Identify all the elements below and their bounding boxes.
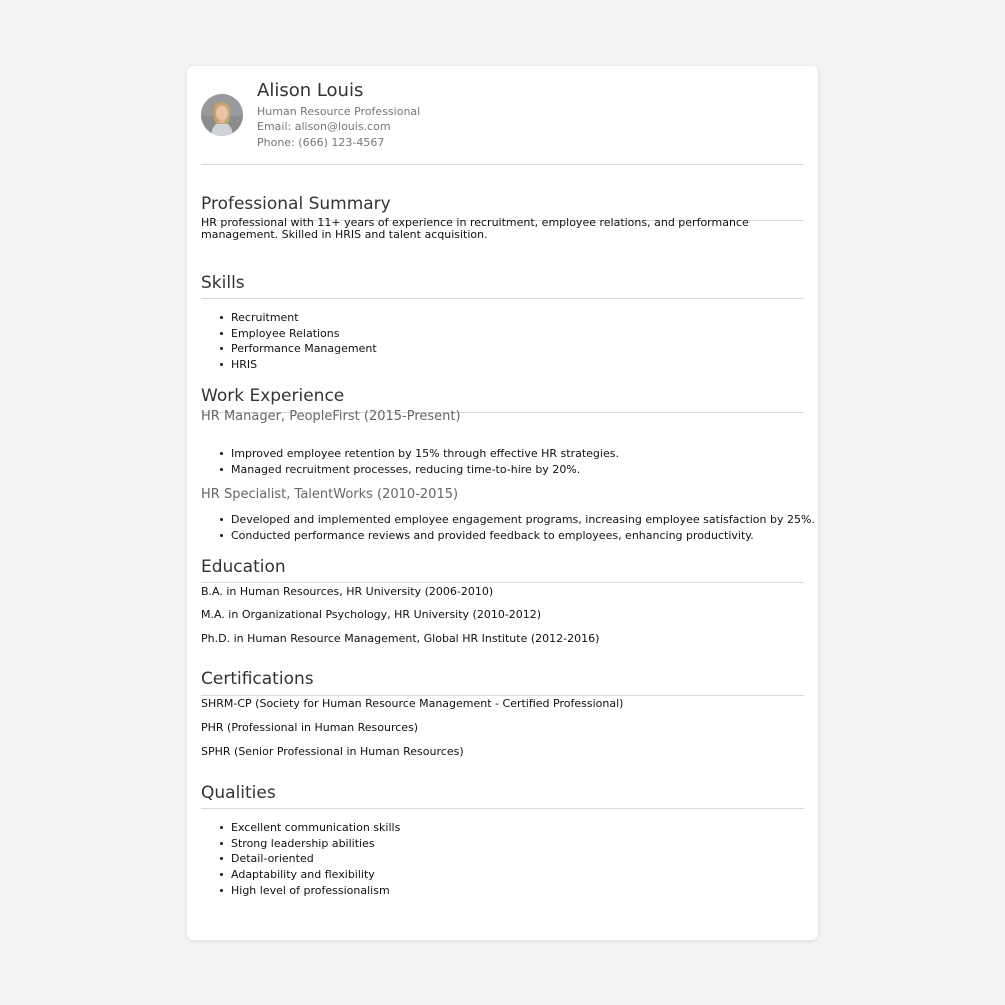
certification-item: PHR (Professional in Human Resources) (201, 721, 419, 734)
quality-item: Excellent communication skills (231, 821, 401, 834)
job-title: HR Specialist, TalentWorks (2010-2015) (201, 487, 459, 502)
job-bullet: Conducted performance reviews and provided feedback to employees, enhancing productivity. (231, 529, 754, 542)
summary-heading: Professional Summary (201, 194, 391, 214)
skills-heading: Skills (201, 273, 245, 293)
summary-text: HR professional with 11+ years of experience in recruitment, employee relations, and performance management. Skilled in HRIS and talent acquisition. (201, 216, 749, 241)
job-title: HR Manager, PeopleFirst (2015-Present) (201, 409, 461, 424)
education-item: M.A. in Organizational Psychology, HR University (2010-2012) (201, 608, 542, 621)
job-bullet: Managed recruitment processes, reducing time-to-hire by 20%. (231, 463, 581, 476)
candidate-phone: Phone: (666) 123-4567 (257, 136, 385, 149)
skill-item: Employee Relations (231, 327, 340, 340)
resume-card (187, 66, 818, 940)
education-divider (201, 582, 804, 583)
quality-item: High level of professionalism (231, 884, 390, 897)
quality-item: Detail-oriented (231, 852, 314, 865)
candidate-title: Human Resource Professional (257, 105, 421, 118)
quality-item: Strong leadership abilities (231, 837, 375, 850)
job-bullet: Developed and implemented employee engagement programs, increasing employee satisfaction by 25%. (231, 513, 815, 526)
job-bullet: Improved employee retention by 15% through effective HR strategies. (231, 447, 619, 460)
skills-divider (201, 298, 804, 299)
quality-item: Adaptability and flexibility (231, 868, 375, 881)
education-item: Ph.D. in Human Resource Management, Global HR Institute (2012-2016) (201, 632, 600, 645)
certifications-divider (201, 695, 804, 696)
certification-item: SHRM-CP (Society for Human Resource Management - Certified Professional) (201, 697, 624, 710)
certification-item: SPHR (Senior Professional in Human Resources) (201, 745, 464, 758)
qualities-divider (201, 808, 804, 809)
skill-item: HRIS (231, 358, 258, 371)
qualities-heading: Qualities (201, 783, 276, 803)
skill-item: Recruitment (231, 311, 299, 324)
education-item: B.A. in Human Resources, HR University (2006-2010) (201, 585, 494, 598)
certifications-heading: Certifications (201, 669, 314, 689)
skill-item: Performance Management (231, 342, 377, 355)
avatar (201, 94, 243, 136)
education-heading: Education (201, 557, 286, 577)
header-divider (201, 164, 804, 165)
candidate-email: Email: alison@louis.com (257, 120, 391, 133)
candidate-name: Alison Louis (257, 80, 364, 101)
experience-heading: Work Experience (201, 386, 345, 406)
